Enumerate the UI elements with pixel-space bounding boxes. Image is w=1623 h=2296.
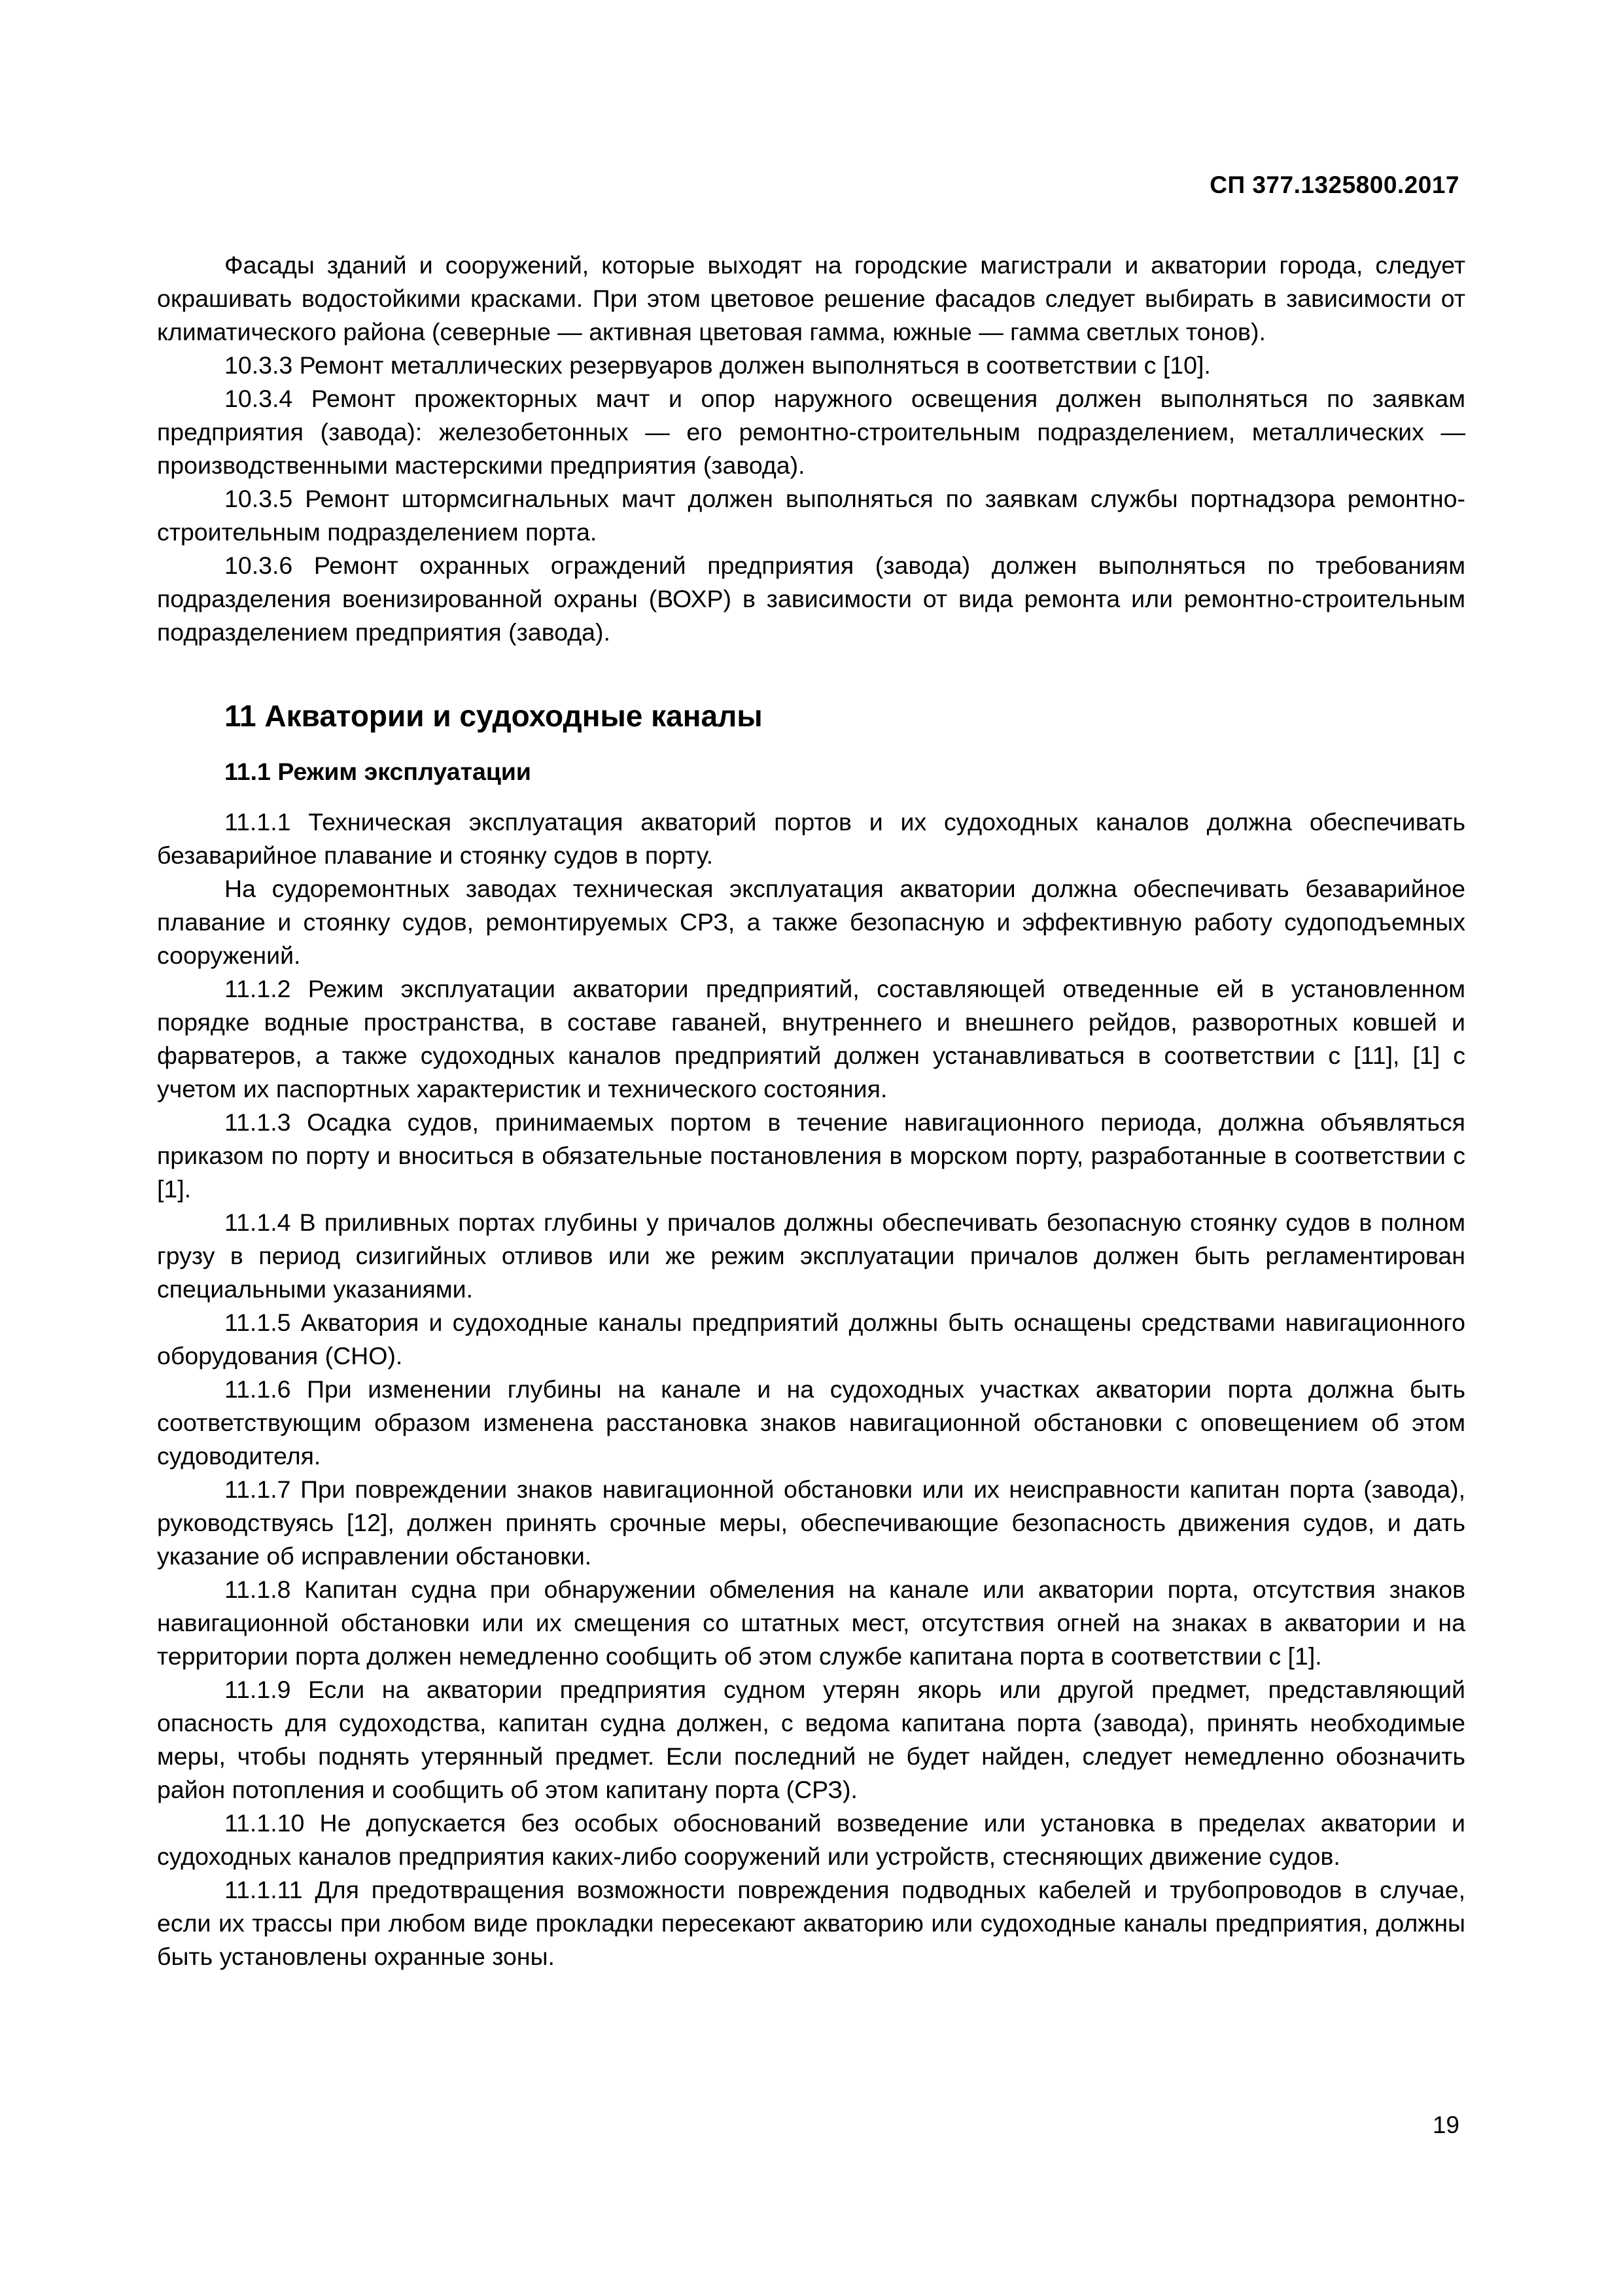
paragraph-11-1-5: 11.1.5 Акватория и судоходные каналы предприятий должны быть оснащены средствами навигационного оборудования (СНО). <box>157 1309 1465 1369</box>
document-code: СП 377.1325800.2017 <box>1210 171 1459 198</box>
paragraph-11-1-8: 11.1.8 Капитан судна при обнаружении обмеления на канале или акватории порта, отсутствия знаков навигационной обстановки или их смещения со штатных мест, отсутствия огней на знаках в акватории и на территории порта должен немедленно сообщить об этом службе капитана порта в соответствии с [1]. <box>157 1576 1465 1670</box>
paragraph-11-1-9: 11.1.9 Если на акватории предприятия судном утерян якорь или другой предмет, представляющий опасность для судоходства, капитан судна должен, с ведома капитана порта (завода), принять необходимые меры, чтобы поднять утерянный предмет. Если последний не будет найден, следует немедленно обозначить район потопления и сообщить об этом капитану порта (СРЗ). <box>157 1676 1465 1803</box>
paragraph-11-1-4: 11.1.4 В приливных портах глубины у причалов должны обеспечивать безопасную стоянку судов в полном грузу в период сизигийных отливов или же режим эксплуатации причалов должен быть регламентирован специальными указаниями. <box>157 1209 1465 1303</box>
page-number: 19 <box>1432 2111 1459 2138</box>
paragraph-facades: Фасады зданий и сооружений, которые выходят на городские магистрали и акватории города, следует окрашивать водостойкими красками. При этом цветовое решение фасадов следует выбирать в зависимости от климатического района (северные — активная цветовая гамма, южные — гамма светлых тонов). <box>157 251 1465 345</box>
paragraph-11-1-11: 11.1.11 Для предотвращения возможности повреждения подводных кабелей и трубопроводов в случае, если их трассы при любом виде прокладки пересекают акваторию или судоходные каналы предприятия, должны быть установлены охранные зоны. <box>157 1876 1465 1970</box>
page-body <box>157 249 1465 1973</box>
paragraph-11-1-7: 11.1.7 При повреждении знаков навигационной обстановки или их неисправности капитан порта (завода), руководствуясь [12], должен принять срочные меры, обеспечивающие безопасность движения судов, и дать указание об исправлении обстановки. <box>157 1475 1465 1570</box>
subsection-title: 11.1 Режим эксплуатации <box>224 758 531 785</box>
paragraph-10-3-6: 10.3.6 Ремонт охранных ограждений предприятия (завода) должен выполняться по требованиям подразделения военизированной охраны (ВОХР) в зависимости от вида ремонта или ремонтно-строительным подразделением предприятия (завода). <box>157 552 1465 646</box>
paragraph-11-1-2: 11.1.2 Режим эксплуатации акватории предприятий, составляющей отведенные ей в установленном порядке водные пространства, в составе гаваней, внутреннего и внешнего рейдов, разворотных ковшей и фарватеров, а также судоходных каналов предприятий должен устанавливаться в соответствии с [11], [1] с учетом их паспортных характеристик и технического состояния. <box>157 975 1465 1103</box>
paragraph-10-3-3: 10.3.3 Ремонт металлических резервуаров должен выполняться в соответствии с [10]. <box>224 351 1211 379</box>
paragraph-11-1-1: 11.1.1 Техническая эксплуатация акваторий портов и их судоходных каналов должна обеспечивать безаварийное плавание и стоянку судов в порту. <box>157 808 1465 869</box>
paragraph-11-1-3: 11.1.3 Осадка судов, принимаемых портом в течение навигационного периода, должна объявляться приказом по порту и вноситься в обязательные постановления в морском порту, разработанные в соответствии с [1]. <box>157 1108 1465 1203</box>
paragraph-10-3-5: 10.3.5 Ремонт штормсигнальных мачт должен выполняться по заявкам службы портнадзора ремонтно-строительным подразделением порта. <box>157 485 1465 546</box>
paragraph-11-1-6: 11.1.6 При изменении глубины на канале и на судоходных участках акватории порта должна быть соответствующим образом изменена расстановка знаков навигационной обстановки с оповещением об этом судоводителя. <box>157 1375 1465 1470</box>
paragraph-11-1-10: 11.1.10 Не допускается без особых обоснований возведение или установка в пределах акватории и судоходных каналов предприятия каких-либо сооружений или устройств, стесняющих движение судов. <box>157 1809 1465 1870</box>
section-title: 11 Акватории и судоходные каналы <box>224 699 763 733</box>
paragraph-10-3-4: 10.3.4 Ремонт прожекторных мачт и опор наружного освещения должен выполняться по заявкам предприятия (завода): железобетонных — его ремонтно-строительным подразделением, металлических — производственными мастерскими предприятия (завода). <box>157 385 1465 479</box>
paragraph-srz: На судоремонтных заводах техническая эксплуатация акватории должна обеспечивать безаварийное плавание и стоянку судов, ремонтируемых СРЗ, а также безопасную и эффективную работу судоподъемных сооружений. <box>157 875 1465 969</box>
